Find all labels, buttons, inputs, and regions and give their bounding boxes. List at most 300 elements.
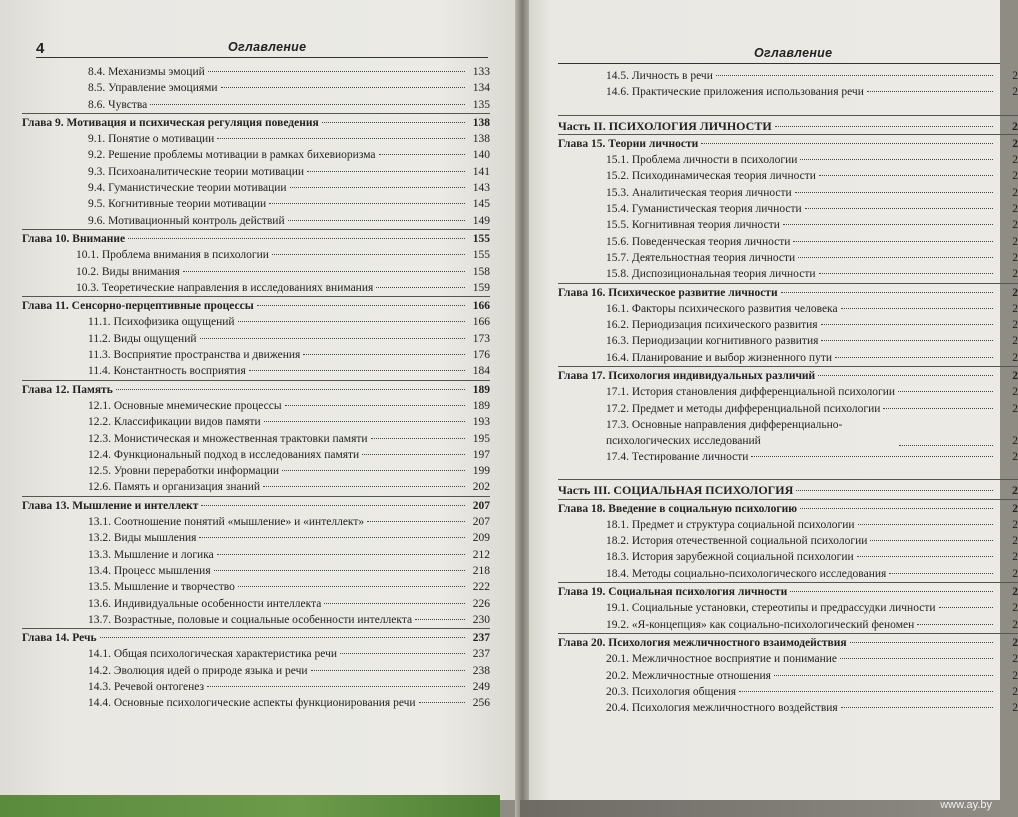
book-spine bbox=[515, 0, 529, 817]
toc-page-number: 2 bbox=[1012, 434, 1018, 447]
toc-page-number: 2 bbox=[1012, 602, 1018, 615]
toc-section-entry bbox=[22, 695, 490, 711]
toc-section-entry bbox=[22, 280, 490, 296]
dot-leader bbox=[781, 292, 993, 293]
toc-page-number: 2 bbox=[1012, 268, 1018, 281]
toc-entry-title: 12.6. Память и организация знаний bbox=[88, 481, 261, 494]
toc-section-entry bbox=[558, 234, 1018, 250]
toc-entry-title: 17.1. История становления дифференциальной психологии bbox=[606, 386, 896, 399]
dot-leader bbox=[238, 321, 465, 322]
toc-chapter-entry bbox=[22, 229, 490, 247]
toc-entry-title: 18.2. История отечественной социальной психологии bbox=[606, 535, 868, 548]
toc-page-number: 249 bbox=[472, 680, 490, 693]
toc-entry-title: 9.4. Гуманистические теории мотивации bbox=[88, 182, 287, 195]
dot-leader bbox=[128, 238, 465, 239]
dot-leader bbox=[362, 454, 465, 455]
toc-section-entry bbox=[558, 384, 1018, 400]
toc-page-number: 237 bbox=[472, 648, 490, 661]
toc-page-number: 222 bbox=[472, 581, 490, 594]
toc-page-number: 133 bbox=[472, 66, 490, 78]
dot-leader bbox=[774, 675, 993, 676]
dot-leader bbox=[800, 159, 993, 160]
table-of-contents-left bbox=[22, 64, 490, 712]
toc-entry-title: Глава 16. Психическое развитие личности bbox=[558, 286, 778, 299]
dot-leader bbox=[288, 220, 465, 221]
toc-part-entry bbox=[558, 479, 1018, 498]
toc-entry-title: 9.3. Психоаналитические теории мотивации bbox=[88, 165, 305, 178]
toc-page-number: 2 bbox=[1012, 351, 1018, 364]
toc-page-number: 2 bbox=[1012, 618, 1018, 631]
dot-leader bbox=[257, 305, 465, 306]
toc-entry-title: 12.4. Функциональный подход в исследованиях памяти bbox=[88, 448, 360, 461]
dot-leader bbox=[290, 187, 465, 188]
toc-page-number: 143 bbox=[472, 182, 490, 195]
toc-entry-title: 16.2. Периодизация психического развития bbox=[606, 319, 818, 332]
dot-leader bbox=[857, 556, 993, 557]
running-header-title: Оглавление bbox=[754, 46, 833, 60]
toc-entry-title: 13.2. Виды мышления bbox=[88, 532, 197, 545]
header-rule bbox=[36, 57, 488, 58]
toc-section-entry bbox=[22, 147, 490, 163]
dot-leader bbox=[870, 540, 993, 541]
toc-section-entry bbox=[22, 646, 490, 662]
toc-entry-title: Глава 11. Сенсорно-перцептивные процессы bbox=[22, 300, 254, 313]
toc-section-entry bbox=[558, 266, 1018, 282]
toc-entry-title: 13.6. Индивидуальные особенности интеллекта bbox=[88, 597, 322, 610]
toc-entry-title: 20.1. Межличностное восприятие и понимание bbox=[606, 653, 837, 666]
toc-entry-title: 19.1. Социальные установки, стереотипы и предрассудки личности bbox=[606, 602, 936, 615]
toc-entry-title: 12.5. Уровни переработки информации bbox=[88, 465, 280, 478]
toc-entry-title: Глава 10. Внимание bbox=[22, 232, 126, 245]
toc-chapter-entry bbox=[558, 499, 1018, 517]
background-surface bbox=[520, 800, 1000, 817]
dot-leader bbox=[200, 338, 465, 339]
toc-page-number: 2 bbox=[1012, 653, 1018, 666]
dot-leader bbox=[858, 524, 993, 525]
dot-leader bbox=[272, 254, 465, 255]
right-page-header bbox=[558, 44, 1000, 68]
toc-entry-title: 13.4. Процесс мышления bbox=[88, 564, 211, 577]
dot-leader bbox=[311, 670, 465, 671]
toc-page-number: 184 bbox=[472, 365, 490, 378]
toc-section-entry bbox=[558, 533, 1018, 549]
toc-entry-title: 15.1. Проблема личности в психологии bbox=[606, 154, 798, 167]
watermark: www.ay.by bbox=[940, 799, 992, 811]
toc-section-entry bbox=[22, 479, 490, 495]
toc-page-number: 2 bbox=[1012, 636, 1018, 649]
toc-entry-title: 15.8. Диспозициональная теория личности bbox=[606, 268, 816, 281]
toc-entry-title: Глава 14. Речь bbox=[22, 632, 97, 645]
toc-entry-title: 8.6. Чувства bbox=[88, 98, 148, 111]
dot-leader bbox=[939, 607, 993, 608]
dot-leader bbox=[100, 637, 465, 638]
toc-page-number: 2 bbox=[1012, 370, 1018, 383]
toc-chapter-entry bbox=[558, 283, 1018, 301]
toc-page-number: 2 bbox=[1012, 251, 1018, 264]
toc-section-entry bbox=[558, 684, 1018, 700]
toc-entry-title: 14.4. Основные психологические аспекты функционирования речи bbox=[88, 697, 416, 710]
dot-leader bbox=[805, 208, 993, 209]
toc-entry-title: 8.5. Управление эмоциями bbox=[88, 82, 218, 95]
toc-page-number: 138 bbox=[472, 133, 490, 146]
toc-entry-title: Часть II. ПСИХОЛОГИЯ ЛИЧНОСТИ bbox=[558, 118, 772, 133]
toc-section-entry bbox=[558, 301, 1018, 317]
toc-entry-title: Глава 17. Психология индивидуальных различий bbox=[558, 370, 816, 383]
dot-leader bbox=[322, 122, 465, 123]
dot-leader bbox=[775, 126, 993, 127]
toc-page-number: 166 bbox=[472, 300, 490, 313]
toc-section-entry bbox=[22, 530, 490, 546]
dot-leader bbox=[303, 354, 465, 355]
toc-section-entry bbox=[22, 264, 490, 280]
toc-page-number: 2 bbox=[1012, 567, 1018, 580]
dot-leader bbox=[371, 438, 465, 439]
toc-entry-title: 10.1. Проблема внимания в психологии bbox=[76, 249, 269, 262]
toc-chapter-entry bbox=[22, 628, 490, 646]
toc-page-number: 2 bbox=[1012, 586, 1018, 599]
toc-entry-title: 14.5. Личность в речи bbox=[606, 70, 713, 82]
toc-page-number: 145 bbox=[472, 198, 490, 211]
toc-page-number: 140 bbox=[472, 149, 490, 162]
dot-leader bbox=[285, 405, 465, 406]
dot-leader bbox=[249, 370, 465, 371]
toc-page-number: 2 bbox=[1012, 186, 1018, 199]
toc-entry-title: 12.3. Монистическая и множественная трактовки памяти bbox=[88, 432, 368, 445]
toc-section-entry bbox=[558, 449, 1018, 465]
toc-entry-title: Часть III. СОЦИАЛЬНАЯ ПСИХОЛОГИЯ bbox=[558, 483, 794, 498]
toc-section-entry bbox=[22, 164, 490, 180]
dot-leader bbox=[716, 75, 993, 76]
toc-section-entry bbox=[22, 612, 490, 628]
toc-entry-title: 9.2. Решение проблемы мотивации в рамках бихевиоризма bbox=[88, 149, 376, 162]
toc-chapter-entry bbox=[22, 296, 490, 314]
dot-leader bbox=[867, 91, 993, 92]
left-page-header bbox=[36, 38, 488, 62]
dot-leader bbox=[221, 87, 465, 88]
toc-page-number: 149 bbox=[472, 214, 490, 227]
toc-entry-title: 12.2. Классификации видов памяти bbox=[88, 416, 261, 429]
toc-section-entry bbox=[558, 651, 1018, 667]
toc-page-number: 2 bbox=[1012, 335, 1018, 348]
toc-section-entry bbox=[22, 431, 490, 447]
toc-page-number: 2 bbox=[1012, 502, 1018, 515]
toc-entry-title: 9.5. Когнитивные теории мотивации bbox=[88, 198, 267, 211]
toc-section-entry bbox=[22, 213, 490, 229]
dot-leader bbox=[201, 505, 465, 506]
toc-section-entry bbox=[558, 68, 1018, 84]
toc-entry-title: 12.1. Основные мнемические процессы bbox=[88, 399, 282, 412]
toc-entry-title: Глава 9. Мотивация и психическая регуляция поведения bbox=[22, 116, 319, 129]
dot-leader bbox=[841, 707, 993, 708]
toc-page-number: 2 bbox=[1012, 154, 1018, 167]
toc-page-number: 212 bbox=[472, 548, 490, 561]
toc-chapter-entry bbox=[558, 134, 1018, 152]
toc-entry-title: 16.4. Планирование и выбор жизненного пути bbox=[606, 351, 833, 364]
toc-page-number: 2 bbox=[1012, 518, 1018, 531]
dot-leader bbox=[701, 143, 993, 144]
dot-leader bbox=[217, 138, 465, 139]
page-number: 4 bbox=[36, 40, 45, 57]
toc-section-entry bbox=[558, 333, 1018, 349]
toc-chapter-entry bbox=[22, 496, 490, 514]
toc-section-entry bbox=[22, 80, 490, 96]
toc-entry-title: 17.2. Предмет и методы дифференциальной психологии bbox=[606, 402, 881, 415]
toc-page-number: 141 bbox=[472, 165, 490, 178]
toc-section-entry bbox=[22, 347, 490, 363]
toc-entry-title: 14.2. Эволюция идей о природе языка и речи bbox=[88, 664, 308, 677]
running-header-title: Оглавление bbox=[228, 40, 307, 54]
dot-leader bbox=[324, 603, 465, 604]
toc-section-entry bbox=[558, 152, 1018, 168]
toc-page-number: 173 bbox=[472, 332, 490, 345]
dot-leader bbox=[269, 203, 465, 204]
toc-section-entry bbox=[558, 168, 1018, 184]
toc-section-entry bbox=[558, 201, 1018, 217]
dot-leader bbox=[379, 154, 465, 155]
toc-page-number: 209 bbox=[472, 532, 490, 545]
toc-entry-title: 15.5. Когнитивная теория личности bbox=[606, 219, 780, 232]
dot-leader bbox=[415, 619, 465, 620]
toc-chapter-entry bbox=[558, 366, 1018, 384]
toc-page-number: 256 bbox=[472, 697, 490, 710]
toc-page-number: 2 bbox=[1012, 86, 1018, 99]
toc-section-entry bbox=[558, 317, 1018, 333]
dot-leader bbox=[898, 391, 993, 392]
toc-section-entry bbox=[22, 514, 490, 530]
toc-page-number: 230 bbox=[472, 613, 490, 626]
dot-leader bbox=[419, 702, 465, 703]
toc-section-entry bbox=[558, 250, 1018, 266]
toc-entry-title: 13.5. Мышление и творчество bbox=[88, 581, 235, 594]
toc-page-number: 195 bbox=[472, 432, 490, 445]
toc-entry-title: 18.4. Методы социально-психологического исследования bbox=[606, 567, 887, 580]
toc-section-entry bbox=[558, 401, 1018, 417]
toc-entry-title: 10.3. Теоретические направления в исследованиях внимания bbox=[76, 281, 374, 294]
dot-leader bbox=[840, 658, 993, 659]
dot-leader bbox=[793, 241, 993, 242]
toc-entry-title: 18.1. Предмет и структура социальной психологии bbox=[606, 518, 855, 531]
dot-leader bbox=[850, 642, 993, 643]
dot-leader bbox=[883, 408, 993, 409]
dot-leader bbox=[795, 192, 993, 193]
toc-section-entry bbox=[558, 517, 1018, 533]
toc-entry-title: 11.4. Константность восприятия bbox=[88, 365, 246, 378]
dot-leader bbox=[214, 570, 465, 571]
dot-leader bbox=[821, 324, 993, 325]
toc-entry-title: 15.6. Поведенческая теория личности bbox=[606, 235, 791, 248]
toc-page-number: 2 bbox=[1012, 669, 1018, 682]
toc-section-entry bbox=[22, 679, 490, 695]
toc-page-number: 2 bbox=[1012, 235, 1018, 248]
dot-leader bbox=[889, 573, 993, 574]
toc-page-number: 2 bbox=[1012, 702, 1018, 715]
toc-entry-title: 13.3. Мышление и логика bbox=[88, 548, 214, 561]
toc-section-entry bbox=[22, 363, 490, 379]
toc-section-entry bbox=[558, 217, 1018, 233]
toc-entry-title: Глава 19. Социальная психология личности bbox=[558, 586, 788, 599]
dot-leader bbox=[821, 340, 993, 341]
dot-leader bbox=[264, 421, 465, 422]
dot-leader bbox=[307, 171, 465, 172]
toc-chapter-entry bbox=[22, 380, 490, 398]
toc-entry-title: 19.2. «Я-концепция» как социально-психологический феномен bbox=[606, 618, 915, 631]
toc-entry-title: 20.3. Психология общения bbox=[606, 685, 737, 698]
toc-section-entry bbox=[22, 663, 490, 679]
dot-leader bbox=[282, 470, 465, 471]
toc-entry-title: Глава 20. Психология межличностного взаимодействия bbox=[558, 636, 847, 649]
toc-page-number: 2 bbox=[1012, 302, 1018, 315]
toc-section-entry bbox=[558, 185, 1018, 201]
toc-entry-title: 14.6. Практические приложения использования речи bbox=[606, 86, 864, 99]
toc-page-number: 2 bbox=[1012, 551, 1018, 564]
toc-section-entry bbox=[22, 463, 490, 479]
toc-page-number: 2 bbox=[1012, 203, 1018, 216]
toc-section-entry bbox=[558, 84, 1018, 100]
dot-leader bbox=[783, 224, 993, 225]
toc-entry-title: 15.3. Аналитическая теория личности bbox=[606, 186, 792, 199]
toc-page-number: 193 bbox=[472, 416, 490, 429]
toc-section-entry bbox=[558, 350, 1018, 366]
toc-chapter-entry bbox=[22, 113, 490, 131]
toc-section-entry bbox=[22, 247, 490, 263]
toc-entry-title: Глава 13. Мышление и интеллект bbox=[22, 499, 199, 512]
toc-entry-title: 17.4. Тестирование личности bbox=[606, 450, 749, 463]
dot-leader bbox=[835, 357, 993, 358]
toc-section-entry bbox=[558, 600, 1018, 616]
toc-page-number: 2 bbox=[1012, 219, 1018, 232]
dot-leader bbox=[208, 71, 465, 72]
dot-leader bbox=[150, 104, 465, 105]
toc-chapter-entry bbox=[558, 582, 1018, 600]
toc-page-number: 2 bbox=[1012, 118, 1018, 133]
toc-page-number: 2 bbox=[1012, 70, 1018, 82]
toc-section-entry bbox=[22, 331, 490, 347]
toc-entry-title: 11.2. Виды ощущений bbox=[88, 332, 197, 345]
toc-section-entry bbox=[22, 563, 490, 579]
toc-page-number: 2 bbox=[1012, 137, 1018, 150]
toc-page-number: 158 bbox=[472, 265, 490, 278]
toc-entry-title: 8.4. Механизмы эмоций bbox=[88, 66, 205, 78]
toc-section-entry bbox=[558, 566, 1018, 582]
toc-entry-title: 20.4. Психология межличностного воздействия bbox=[606, 702, 838, 715]
table-of-contents-right bbox=[558, 68, 1018, 716]
toc-page-number: 199 bbox=[472, 465, 490, 478]
toc-section-entry bbox=[22, 414, 490, 430]
section-gap bbox=[558, 465, 1018, 479]
toc-section-entry bbox=[22, 131, 490, 147]
dot-leader bbox=[800, 508, 993, 509]
toc-section-entry bbox=[558, 700, 1018, 716]
toc-section-entry bbox=[22, 447, 490, 463]
toc-page-number: 226 bbox=[472, 597, 490, 610]
toc-entry-title: 18.3. История зарубежной социальной психологии bbox=[606, 551, 854, 564]
toc-page-number: 2 bbox=[1012, 386, 1018, 399]
toc-section-entry bbox=[22, 64, 490, 80]
toc-page-number: 135 bbox=[472, 98, 490, 111]
toc-entry-title: 20.2. Межличностные отношения bbox=[606, 669, 771, 682]
toc-entry-title: 10.2. Виды внимания bbox=[76, 265, 180, 278]
toc-section-entry bbox=[558, 549, 1018, 565]
toc-page-number: 159 bbox=[472, 281, 490, 294]
right-page bbox=[522, 0, 1018, 800]
toc-section-entry bbox=[558, 617, 1018, 633]
dot-leader bbox=[841, 308, 993, 309]
toc-entry-title: 11.3. Восприятие пространства и движения bbox=[88, 349, 301, 362]
dot-leader bbox=[819, 273, 993, 274]
toc-page-number: 202 bbox=[472, 481, 490, 494]
toc-page-number: 2 bbox=[1012, 402, 1018, 415]
toc-entry-title: 15.4. Гуманистическая теория личности bbox=[606, 203, 802, 216]
toc-entry-title: 13.7. Возрастные, половые и социальные особенности интеллекта bbox=[88, 613, 413, 626]
toc-entry-title: 15.2. Психодинамическая теория личности bbox=[606, 170, 816, 183]
toc-page-number: 2 bbox=[1012, 535, 1018, 548]
toc-page-number: 189 bbox=[472, 383, 490, 396]
toc-entry-title: 9.6. Мотивационный контроль действий bbox=[88, 214, 285, 227]
toc-section-entry bbox=[22, 97, 490, 113]
toc-page-number: 166 bbox=[472, 316, 490, 329]
toc-page-number: 207 bbox=[472, 499, 490, 512]
toc-page-number: 2 bbox=[1012, 286, 1018, 299]
toc-section-entry bbox=[22, 314, 490, 330]
toc-page-number: 155 bbox=[472, 249, 490, 262]
dot-leader bbox=[238, 586, 465, 587]
toc-chapter-entry bbox=[558, 633, 1018, 651]
toc-page-number: 2 bbox=[1012, 170, 1018, 183]
toc-page-number: 237 bbox=[472, 632, 490, 645]
toc-section-entry bbox=[22, 196, 490, 212]
toc-entry-title: 11.1. Психофизика ощущений bbox=[88, 316, 235, 329]
dot-leader bbox=[376, 287, 465, 288]
toc-page-number: 138 bbox=[472, 116, 490, 129]
dot-leader bbox=[263, 486, 465, 487]
section-gap bbox=[558, 101, 1018, 115]
toc-page-number: 134 bbox=[472, 82, 490, 95]
toc-entry-title: Глава 15. Теории личности bbox=[558, 137, 699, 150]
toc-entry-title: 15.7. Деятельностная теория личности bbox=[606, 251, 796, 264]
dot-leader bbox=[217, 554, 465, 555]
dot-leader bbox=[751, 456, 993, 457]
toc-section-entry bbox=[558, 417, 1018, 449]
dot-leader bbox=[796, 490, 993, 491]
dot-leader bbox=[818, 375, 993, 376]
toc-page-number: 238 bbox=[472, 664, 490, 677]
toc-page-number: 155 bbox=[472, 232, 490, 245]
toc-entry-title: 14.3. Речевой онтогенез bbox=[88, 680, 205, 693]
toc-page-number: 2 bbox=[1012, 685, 1018, 698]
dot-leader bbox=[116, 389, 465, 390]
dot-leader bbox=[790, 591, 993, 592]
toc-page-number: 2 bbox=[1012, 450, 1018, 463]
dot-leader bbox=[183, 271, 465, 272]
dot-leader bbox=[917, 624, 993, 625]
toc-page-number: 207 bbox=[472, 516, 490, 529]
toc-entry-title: Глава 12. Память bbox=[22, 383, 113, 396]
toc-page-number: 2 bbox=[1012, 319, 1018, 332]
toc-entry-title: 16.1. Факторы психического развития человека bbox=[606, 302, 838, 315]
dot-leader bbox=[199, 537, 465, 538]
dot-leader bbox=[739, 691, 993, 692]
toc-page-number: 176 bbox=[472, 349, 490, 362]
toc-page-number: 2 bbox=[1012, 483, 1018, 498]
toc-page-number: 197 bbox=[472, 448, 490, 461]
book-cover-edge bbox=[0, 795, 500, 817]
dot-leader bbox=[367, 521, 465, 522]
toc-section-entry bbox=[22, 547, 490, 563]
toc-entry-title: Глава 18. Введение в социальную психологию bbox=[558, 502, 798, 515]
toc-section-entry bbox=[22, 398, 490, 414]
toc-entry-title: 13.1. Соотношение понятий «мышление» и «интеллект» bbox=[88, 516, 365, 529]
toc-page-number: 218 bbox=[472, 564, 490, 577]
